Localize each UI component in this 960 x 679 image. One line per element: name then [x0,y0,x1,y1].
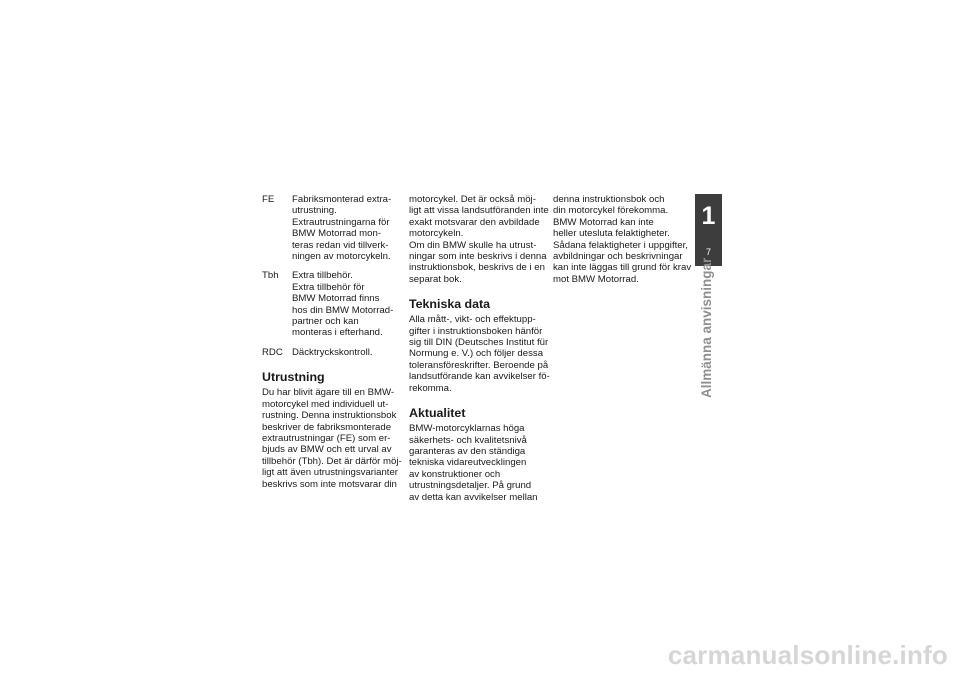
column-3 [553,194,692,285]
text-line: denna instruktionsbok och [553,194,665,205]
text-line: Extrautrustningarna för [292,216,390,228]
abbreviation-list [262,194,400,358]
text-line: Extra tillbehör. [292,270,353,282]
text-line: exakt motsvarar den avbildade [409,216,540,228]
text-line: din motorcykel förekomma. [553,205,669,217]
abbreviation-row [262,194,400,262]
text-line: rustning. Denna instruktionsbok [262,410,397,422]
text-line: beskriver de fabriksmonterade [262,421,392,433]
text-line: monteras i efterhand. [292,327,383,339]
text-line: gifter i instruktionsboken hänför [409,325,543,337]
text-line: separat bok. [409,273,462,285]
abbreviation-definition [292,270,400,338]
paragraph-aktualitet [409,423,543,503]
text-line: Extra tillbehör för [292,281,365,293]
text-line: ningen av motorcykeln. [292,251,391,263]
text-line: Normung e. V.) och följer dessa [409,348,544,360]
text-line: heller utesluta felaktigheter. [553,228,670,240]
text-line: utrustning. [292,205,337,217]
paragraph-continuation [553,194,692,285]
page-number: 7 [705,247,711,257]
text-line: sig till DIN (Deutsches Institut für [409,337,549,349]
heading-utrustning: Utrustning [262,370,325,385]
column-1 [262,194,400,490]
text-line: rekomma. [409,382,452,394]
abbreviation-row [262,347,400,358]
chapter-side-title: Allmänna anvisningar [699,257,714,398]
text-line: hos din BMW Motorrad- [292,304,394,316]
text-line: BMW-motorcyklarnas höga [409,423,525,435]
text-line: toleransföreskrifter. Beroende på [409,359,549,371]
column-2 [409,194,550,503]
text-line: ligt att även utrustningsvarianter [262,467,398,479]
text-line: Om din BMW skulle ha utrust- [409,239,537,251]
paragraph-utrustning [262,387,400,490]
text-line: motorcykeln. [409,228,464,240]
watermark-text: carmanualsonline.info [667,640,948,670]
paragraph-tekniska-data [409,314,550,394]
text-line: Däcktryckskontroll. [292,346,373,358]
text-line: tillbehör (Tbh). Det är därför möj- [262,455,402,467]
text-line: Alla mått-, vikt- och effektupp- [409,314,536,326]
text-line: garanteras av den ständiga [409,445,526,457]
text-line: teras redan vid tillverk- [292,239,389,251]
text-line: utrustningsdetaljer. På grund [409,480,532,492]
text-line: partner och kan [292,316,359,328]
text-line: ligt att vissa landsutföranden inte [409,205,549,217]
text-line: kan inte läggas till grund för krav [553,262,692,274]
text-line: tekniska vidareutvecklingen [409,457,527,469]
text-line: beskrivs som inte motsvarar din [262,478,397,490]
text-line: ningar som inte beskrivs i denna [409,251,547,263]
text-line: av konstruktioner och [409,468,501,480]
text-line: avbildningar och beskrivningar [553,251,683,263]
text-line: Sådana felaktigheter i uppgifter, [553,239,688,251]
text-line: landsutförande kan avvikelser fö- [409,371,550,383]
text-line: BMW Motorrad kan inte [553,216,654,228]
text-line: Fabriksmonterad extra- [292,194,392,205]
abbreviation-row [262,270,400,338]
abbreviation-key: RDC [262,346,283,358]
text-line: extrautrustningar (FE) som er- [262,432,391,444]
chapter-tab [695,194,722,266]
text-line: Du har blivit ägare till en BMW- [262,387,395,399]
abbreviation-definition [292,347,400,358]
text-line: motorcykel. Det är också möj- [409,194,536,205]
abbreviation-key: FE [262,194,275,205]
text-line: BMW Motorrad mon- [292,228,382,240]
text-line: av detta kan avvikelser mellan [409,491,538,503]
text-line: motorcykel med individuell ut- [262,398,389,410]
text-line: BMW Motorrad finns [292,293,380,305]
chapter-number: 1 [701,202,716,230]
heading-aktualitet: Aktualitet [409,406,466,421]
text-line: mot BMW Motorrad. [553,273,639,285]
paragraph-intro [409,194,549,285]
text-line: instruktionsbok, beskrivs de i en [409,262,545,274]
text-line: säkerhets- och kvalitetsnivå [409,434,527,446]
abbreviation-definition [292,194,400,262]
heading-tekniska-data: Tekniska data [409,297,491,312]
text-line: bjuds av BMW och ett urval av [262,444,392,456]
abbreviation-key: Tbh [262,270,279,282]
